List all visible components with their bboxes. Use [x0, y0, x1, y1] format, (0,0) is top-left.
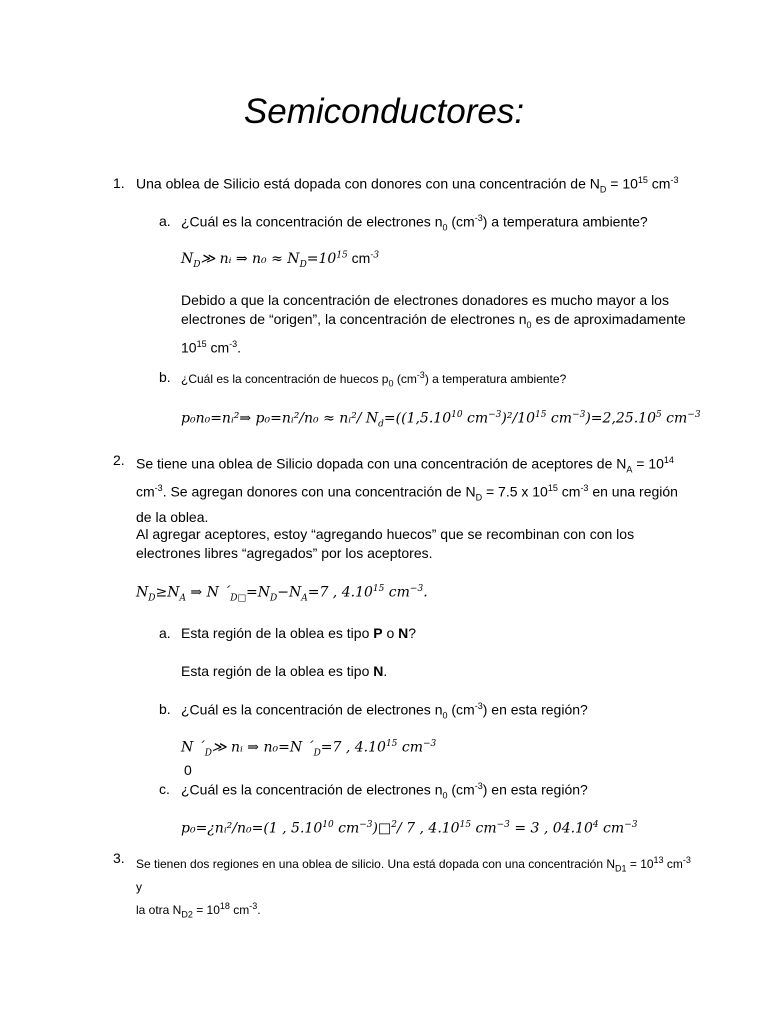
- question-2-explanation: Al agregar aceptores, estoy “agregando huecos” que se recombinan con con los electrones libres “agregados” por los aceptores.: [136, 526, 635, 561]
- question-2a-answer: Esta región de la oblea es tipo N.: [181, 663, 388, 679]
- question-2b-letter: b.: [159, 701, 171, 717]
- question-1a-text: ¿Cuál es la concentración de electrones $n_0$ $(cm^{-3})$ a temperatura ambiente?: [181, 213, 648, 233]
- question-1-text: Una oblea de Silicio está dopada con donores con una concentración de $N_D = 10^{15}$ $cm^{-3}$: [136, 175, 679, 195]
- question-2c-formula: p₀=¿nᵢ²/n₀=(1 , 5.10$^{10}$ $cm^{-3})□^2/$ 7 , 4.10$^{15}$ $cm^{-3} = 3$ , 04.10$^4$ $cm^{-3}$: [181, 820, 638, 837]
- question-1b-text: ¿Cuál es la concentración de huecos $p_0$ $(cm^{-3})$ a temperatura ambiente?: [181, 370, 567, 389]
- question-2-formula: $N_D\ge N_A$ ⇒ N $´_{D□}=N_D-N_A=7$ , 4.10$^{15}$ $cm^{-3}$.: [136, 584, 428, 604]
- question-2a-letter: a.: [159, 625, 171, 641]
- question-2b-formula: N $´_D≫$ nᵢ ⇒ n₀=N $´_D=7$ , 4.10$^{15}$ $cm^{-3}$: [181, 739, 437, 759]
- question-3-number: 3.: [113, 850, 125, 866]
- question-2b-text: ¿Cuál es la concentración de electrones $n_0$ $(cm^{-3})$ en esta región?: [181, 701, 588, 721]
- question-1a-formula: $N_D≫$ nᵢ ⇒ $n_0 \approx N_D=10^{15}$ $cm^{-3}$: [181, 250, 380, 270]
- question-1b-letter: b.: [159, 369, 171, 385]
- page-title: Semiconductores:: [243, 92, 525, 131]
- question-2-number: 2.: [113, 452, 125, 468]
- question-2c-letter: c.: [159, 781, 170, 797]
- question-3-text: Se tienen dos regiones en una oblea de silicio. Una está dopada con una concentración $N_{D1} = 10^{13}$ $cm^{-3}$ y la otra $N_{D2} = 10^{18}$ $cm^{-3}$.: [136, 855, 691, 920]
- question-1a-letter: a.: [159, 213, 171, 229]
- question-2-text: Se tiene una oblea de Silicio dopada con una concentración de aceptores de $N_A = 10^{14}$ $cm^{-3}$. Se agregan donores con una concentración de $N_D = 7.5$ x $10^{15}$ $cm^{-3}$ en una región de la oblea.: [136, 455, 678, 525]
- question-1a-answer: Debido a que la concentración de electrones donadores es mucho mayor a los electrones de “origen”, la concentración de electrones $n_0$ es de aproximadamente $10^{15}$ $cm^{-3}$.: [181, 292, 686, 356]
- question-2c-text: ¿Cuál es la concentración de electrones $n_0$ $(cm^{-3})$ en esta región?: [181, 781, 588, 801]
- question-1b-formula: p₀n₀=nᵢ²⇒ p₀=nᵢ²/n₀ ≈ nᵢ²/ $N_d=((1,5.10^{10}$ $cm^{-3})^2/10^{15}$ $cm^{-3})=2,25.10^5$ $cm^{-3}$: [181, 410, 701, 430]
- question-1-number: 1.: [113, 175, 125, 191]
- question-2b-stray-text: 0: [184, 762, 192, 778]
- question-2a-text: Esta región de la oblea es tipo P o N?: [181, 625, 417, 641]
